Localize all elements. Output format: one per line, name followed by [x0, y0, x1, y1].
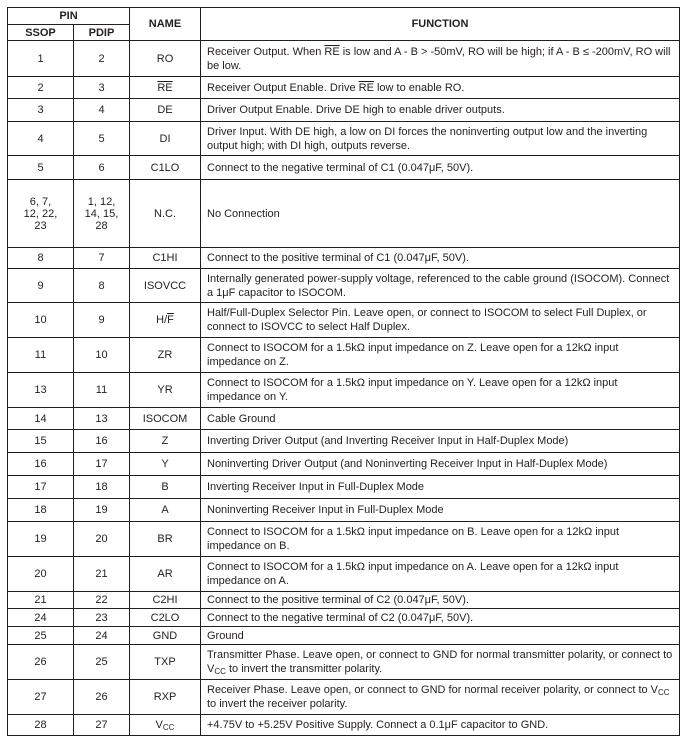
ssop-pin: 9	[8, 269, 74, 303]
ssop-pin: 27	[8, 680, 74, 715]
pdip-pin: 23	[74, 609, 130, 627]
pin-row	[8, 430, 680, 453]
pin-row	[8, 122, 680, 156]
pin-name: DI	[130, 122, 201, 156]
pin-function: Noninverting Receiver Input in Full-Duplex Mode	[201, 499, 680, 522]
header-row-top	[8, 8, 680, 25]
ssop-pin: 24	[8, 609, 74, 627]
ssop-pin: 21	[8, 592, 74, 609]
ssop-header: SSOP	[8, 25, 74, 41]
pin-function: Inverting Driver Output (and Inverting Receiver Input in Half-Duplex Mode)	[201, 430, 680, 453]
pin-name: RXP	[130, 680, 201, 715]
ssop-pin: 11	[8, 338, 74, 373]
function-header: FUNCTION	[201, 8, 680, 41]
pin-function: Connect to ISOCOM for a 1.5kΩ input impedance on A. Leave open for a 12kΩ input impedance on A.	[201, 557, 680, 592]
pin-row	[8, 522, 680, 557]
pdip-pin: 19	[74, 499, 130, 522]
pin-row	[8, 499, 680, 522]
pin-function: +4.75V to +5.25V Positive Supply. Connect a 0.1μF capacitor to GND.	[201, 715, 680, 736]
pin-row	[8, 41, 680, 77]
pdip-pin: 10	[74, 338, 130, 373]
ssop-pin: 13	[8, 373, 74, 408]
pin-name: YR	[130, 373, 201, 408]
pin-name: BR	[130, 522, 201, 557]
pin-function: Receiver Phase. Leave open, or connect to GND for normal receiver polarity, or connect to $V_{CC}$ to invert the receiver polarity.	[201, 680, 680, 715]
pin-function: Ground	[201, 627, 680, 645]
pin-name: TXP	[130, 645, 201, 680]
pin-function: Noninverting Driver Output (and Noninverting Receiver Input in Half-Duplex Mode)	[201, 453, 680, 476]
ssop-pin: 19	[8, 522, 74, 557]
pin-function: Connect to ISOCOM for a 1.5kΩ input impedance on Z. Leave open for a 12kΩ input impedance on Z.	[201, 338, 680, 373]
name-header: NAME	[130, 8, 201, 41]
pin-name: C2LO	[130, 609, 201, 627]
pdip-pin: 17	[74, 453, 130, 476]
pin-row	[8, 680, 680, 715]
pin-function: Internally generated power-supply voltage, referenced to the cable ground (ISOCOM). Connect a 1μF capacitor to ISOCOM.	[201, 269, 680, 303]
pin-name: B	[130, 476, 201, 499]
ssop-pin: 3	[8, 99, 74, 122]
ssop-pin: 18	[8, 499, 74, 522]
pin-header: PIN	[8, 8, 130, 25]
pin-function: Transmitter Phase. Leave open, or connect to GND for normal transmitter polarity, or connect to $V_{CC}$ to invert the transmitter polarity.	[201, 645, 680, 680]
pin-function: Connect to the negative terminal of C2 (0.047μF, 50V).	[201, 609, 680, 627]
pin-name: ISOCOM	[130, 408, 201, 430]
pin-function: Driver Input. With DE high, a low on DI forces the noninverting output low and the inverting output high; with DI high, outputs reverse.	[201, 122, 680, 156]
pin-name: AR	[130, 557, 201, 592]
pin-function: Cable Ground	[201, 408, 680, 430]
ssop-pin: 6, 7, 12, 22, 23	[8, 180, 74, 248]
ssop-pin: 20	[8, 557, 74, 592]
pin-function: Connect to the negative terminal of C1 (0.047μF, 50V).	[201, 156, 680, 180]
pdip-pin: 4	[74, 99, 130, 122]
pin-name: Z	[130, 430, 201, 453]
pin-name: A	[130, 499, 201, 522]
pdip-pin: 16	[74, 430, 130, 453]
pin-row	[8, 373, 680, 408]
pin-row	[8, 609, 680, 627]
pin-name: DE	[130, 99, 201, 122]
pin-function: Inverting Receiver Input in Full-Duplex Mode	[201, 476, 680, 499]
pdip-pin: 5	[74, 122, 130, 156]
pin-row	[8, 156, 680, 180]
pdip-pin: 24	[74, 627, 130, 645]
pin-row	[8, 645, 680, 680]
ssop-pin: 8	[8, 248, 74, 269]
pin-row	[8, 338, 680, 373]
pin-name: $H/\overline{F}$	[130, 303, 201, 338]
pdip-pin: 21	[74, 557, 130, 592]
pin-name: RO	[130, 41, 201, 77]
pin-name: ISOVCC	[130, 269, 201, 303]
pdip-pin: 6	[74, 156, 130, 180]
ssop-pin: 17	[8, 476, 74, 499]
pin-row	[8, 408, 680, 430]
pin-name: C2HI	[130, 592, 201, 609]
pin-name: N.C.	[130, 180, 201, 248]
pin-row	[8, 180, 680, 248]
ssop-pin: 15	[8, 430, 74, 453]
ssop-pin: 16	[8, 453, 74, 476]
pin-function: Receiver Output Enable. Drive $\overline{RE}$ low to enable RO.	[201, 77, 680, 99]
pin-function: Connect to ISOCOM for a 1.5kΩ input impedance on B. Leave open for a 12kΩ input impedance on B.	[201, 522, 680, 557]
pin-row	[8, 303, 680, 338]
pin-function: Connect to the positive terminal of C2 (0.047μF, 50V).	[201, 592, 680, 609]
pin-name: Y	[130, 453, 201, 476]
ssop-pin: 28	[8, 715, 74, 736]
pin-function: No Connection	[201, 180, 680, 248]
pdip-pin: 11	[74, 373, 130, 408]
pin-name: C1HI	[130, 248, 201, 269]
pdip-pin: 18	[74, 476, 130, 499]
pin-row	[8, 715, 680, 736]
pin-name: ZR	[130, 338, 201, 373]
pin-description-table-container	[7, 7, 680, 736]
pdip-pin: 26	[74, 680, 130, 715]
ssop-pin: 26	[8, 645, 74, 680]
pin-function: Connect to ISOCOM for a 1.5kΩ input impedance on Y. Leave open for a 12kΩ input impedance on Y.	[201, 373, 680, 408]
ssop-pin: 25	[8, 627, 74, 645]
ssop-pin: 1	[8, 41, 74, 77]
pin-row	[8, 627, 680, 645]
pin-row	[8, 453, 680, 476]
pdip-pin: 1, 12, 14, 15, 28	[74, 180, 130, 248]
ssop-pin: 10	[8, 303, 74, 338]
pin-function: Receiver Output. When $\overline{RE}$ is low and A - B > -50mV, RO will be high; if A - B ≤ -200mV, RO will be low.	[201, 41, 680, 77]
pin-name: C1LO	[130, 156, 201, 180]
pin-function: Driver Output Enable. Drive DE high to enable driver outputs.	[201, 99, 680, 122]
pin-function: Connect to the positive terminal of C1 (0.047μF, 50V).	[201, 248, 680, 269]
pin-name: $\overline{RE}$	[130, 77, 201, 99]
ssop-pin: 5	[8, 156, 74, 180]
pdip-pin: 25	[74, 645, 130, 680]
pin-function: Half/Full-Duplex Selector Pin. Leave open, or connect to ISOCOM to select Full Duplex, or connect to ISOVCC to select Half Duplex.	[201, 303, 680, 338]
pin-rows	[8, 41, 680, 736]
ssop-pin: 2	[8, 77, 74, 99]
pin-row	[8, 77, 680, 99]
pin-row	[8, 269, 680, 303]
pdip-pin: 3	[74, 77, 130, 99]
pdip-pin: 9	[74, 303, 130, 338]
pin-row	[8, 592, 680, 609]
pdip-pin: 20	[74, 522, 130, 557]
pin-row	[8, 476, 680, 499]
pdip-pin: 13	[74, 408, 130, 430]
pin-row	[8, 248, 680, 269]
pdip-pin: 8	[74, 269, 130, 303]
pdip-pin: 2	[74, 41, 130, 77]
ssop-pin: 14	[8, 408, 74, 430]
pin-row	[8, 99, 680, 122]
pin-name: $V_{CC}$	[130, 715, 201, 736]
ssop-pin: 4	[8, 122, 74, 156]
pdip-header: PDIP	[74, 25, 130, 41]
pin-description-table	[7, 7, 680, 736]
pin-name: GND	[130, 627, 201, 645]
pin-row	[8, 557, 680, 592]
pdip-pin: 22	[74, 592, 130, 609]
pdip-pin: 27	[74, 715, 130, 736]
pdip-pin: 7	[74, 248, 130, 269]
